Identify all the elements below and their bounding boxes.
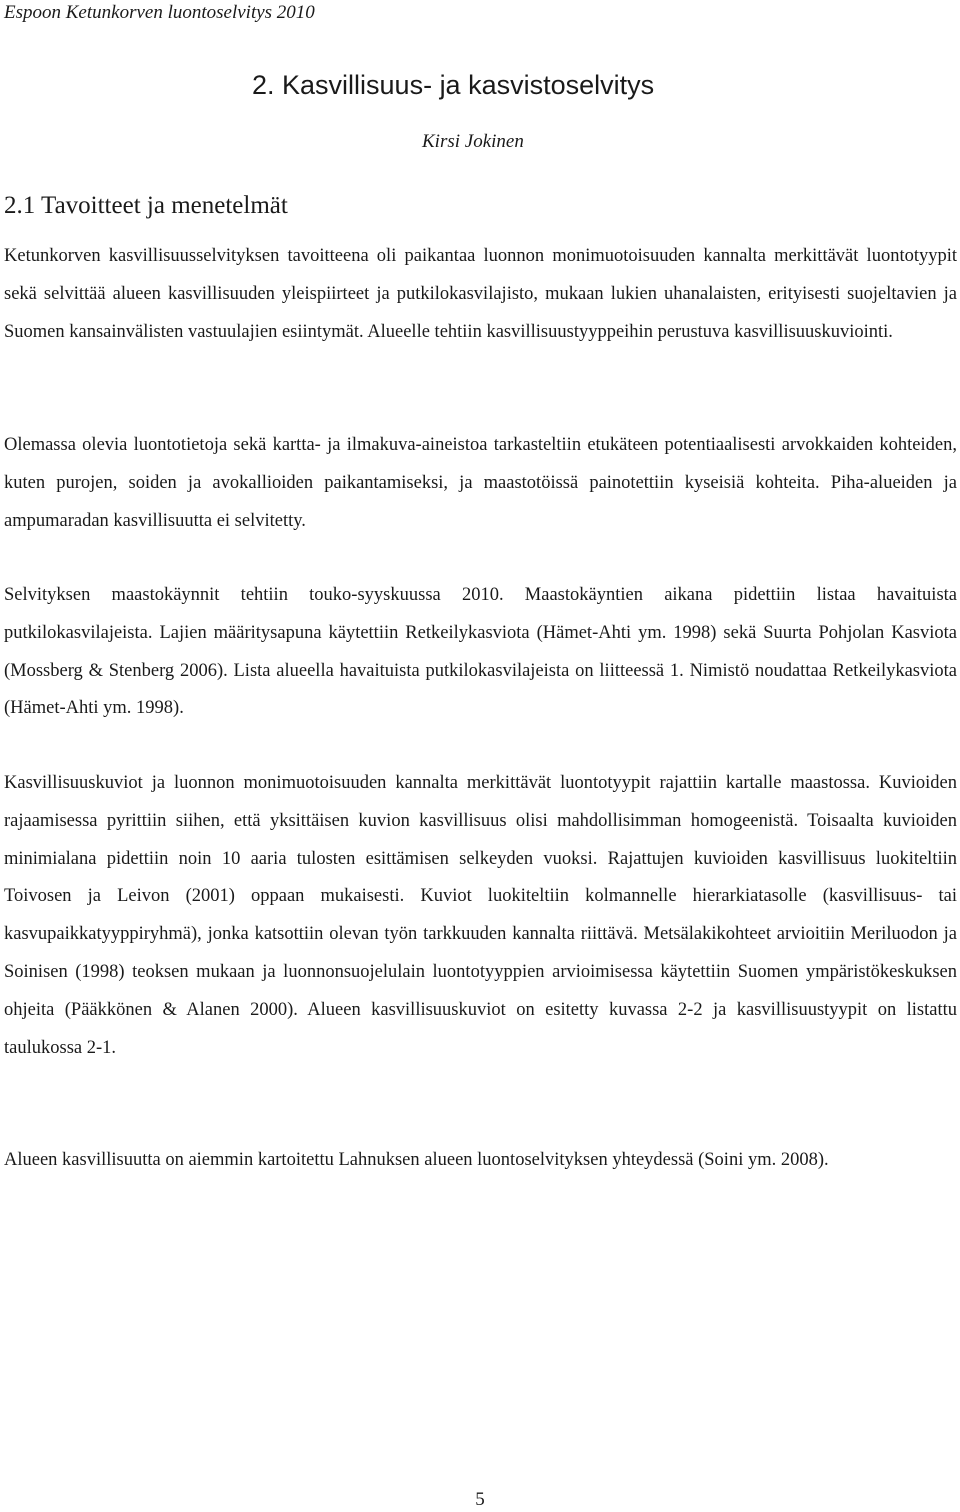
- author-name: Kirsi Jokinen: [422, 131, 524, 152]
- paragraph-existing-data: Olemassa olevia luontotietoja sekä kartta- ja ilmakuva-aineistoa tarkasteltiin etukäteen potentiaalisesti arvokkaiden kohteiden, kuten purojen, soiden ja avokallioiden paikantamiseksi, ja maastotöissä painotettiin kyseisiä kohteita. Piha-alueiden ja ampumaradan kasvillisuutta ei selvitetty.: [4, 435, 957, 531]
- page-number: 5: [475, 1489, 485, 1510]
- paragraph-vegetation-mapping: Kasvillisuuskuviot ja luonnon monimuotoisuuden kannalta merkittävät luontotyypit rajattiin kartalle maastossa. Kuvioiden rajaamisessa pyrittiin siihen, että yksittäisen kuvion kasvillisuus olisi mahdollisimman homogeenistä. Toisaalta kuvioiden minimialana pidettiin noin 10 aaria tulosten esittämisen selkeyden vuoksi. Rajattujen kuvioiden kasvillisuus luokiteltiin Toivosen ja Leivon (2001) oppaan mukaisesti. Kuviot luokiteltiin kolmannelle hierarkiatasolle (kasvillisuus- tai kasvupaikkatyyppiryhmä), jonka katsottiin olevan työn tarkkuuden kannalta riittävä. Metsälakikohteet arvioitiin Meriluodon ja Soinisen (1998) teoksen mukaan ja luonnonsuojelulain luontotyyppien arvioimisessa käytettiin Suomen ympäristökeskuksen ohjeita (Pääkkönen & Alanen 2000). Alueen kasvillisuuskuviot on esitetty kuvassa 2-2 ja kasvillisuustyypit on listattu taulukossa 2-1.: [4, 773, 957, 1058]
- chapter-title: 2. Kasvillisuus- ja kasvistoselvitys: [252, 70, 655, 100]
- running-header: Espoon Ketunkorven luontoselvitys 2010: [4, 2, 315, 23]
- section-title: 2.1 Tavoitteet ja menetelmät: [4, 192, 288, 219]
- paragraph-objectives: Ketunkorven kasvillisuusselvityksen tavoitteena oli paikantaa luonnon monimuotoisuuden kannalta merkittävät luontotyypit sekä selvittää alueen kasvillisuuden yleispiirteet ja putkilokasvilajisto, mukaan lukien uhanalaisten, erityisesti suojeltavien ja Suomen kansainvälisten vastuulajien esiintymät. Alueelle tehtiin kasvillisuustyyppeihin perustuva kasvillisuuskuviointi.: [4, 246, 957, 342]
- paragraph-previous-survey: Alueen kasvillisuutta on aiemmin kartoitettu Lahnuksen alueen luontoselvityksen yhteydessä (Soini ym. 2008).: [4, 1150, 829, 1170]
- paragraph-field-visits: Selvityksen maastokäynnit tehtiin touko-syyskuussa 2010. Maastokäyntien aikana pidettiin listaa havaituista putkilokasvilajeista. Lajien määritysapuna käytettiin Retkeilykasviota (Hämet-Ahti ym. 1998) sekä Suurta Pohjolan Kasviota (Mossberg & Stenberg 2006). Lista alueella havaituista putkilokasvilajeista on liitteessä 1. Nimistö noudattaa Retkeilykasviota (Hämet-Ahti ym. 1998).: [4, 585, 957, 719]
